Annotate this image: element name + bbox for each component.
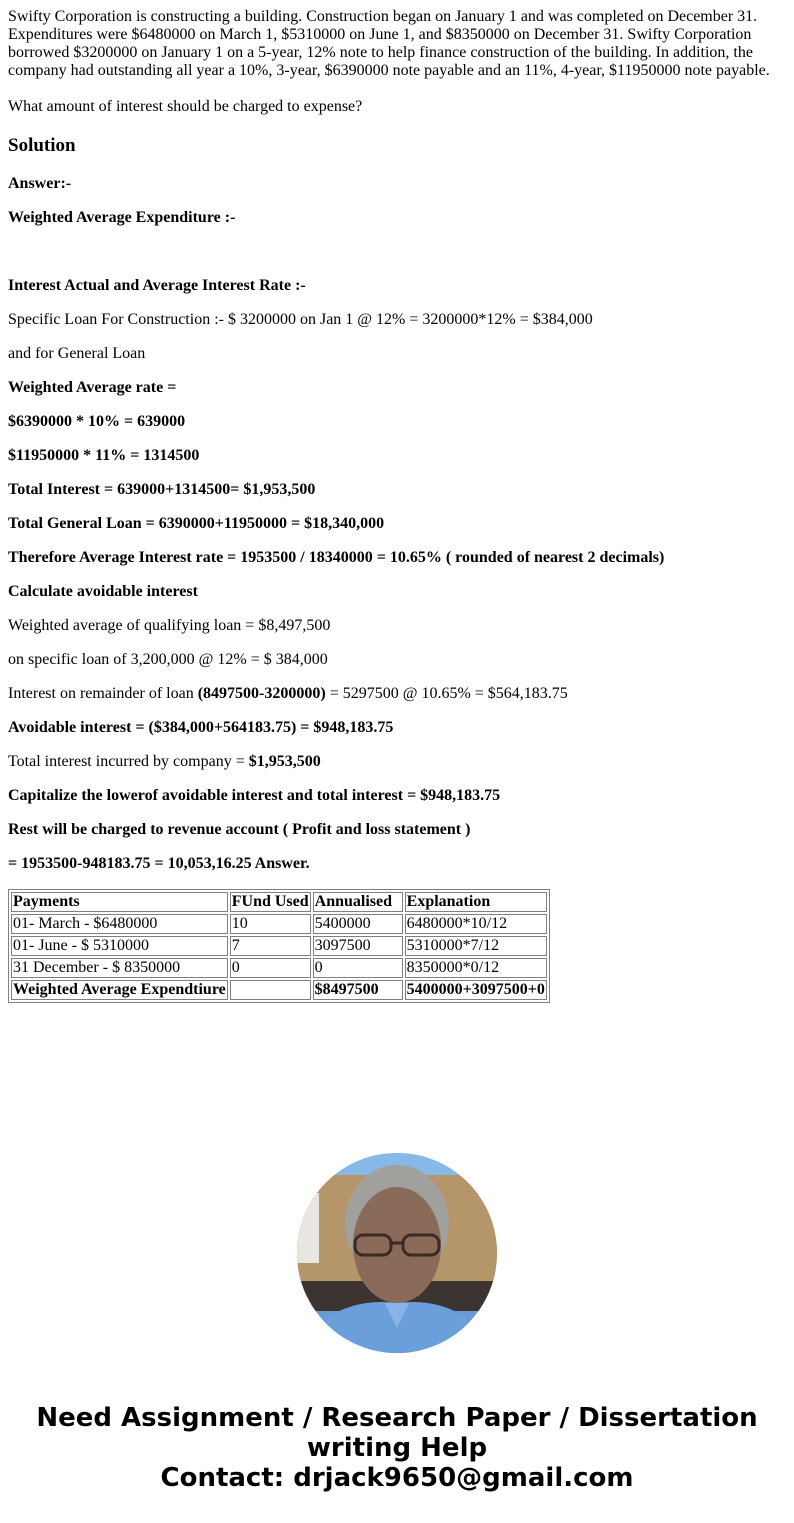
table-cell: 5400000 (313, 914, 403, 934)
author-avatar (297, 1153, 497, 1353)
solution-heading: Solution (8, 135, 76, 156)
remainder-bold: (8497500-3200000) (197, 685, 326, 702)
specific-loan-line: Specific Loan For Construction :- $ 3200000 on Jan 1 @ 12% = 3200000*12% = $384,000 (8, 311, 593, 328)
table-row (11, 936, 547, 956)
table-cell: 31 December - $ 8350000 (11, 958, 228, 978)
table-header-cell: Annualised (313, 892, 403, 912)
remainder-suffix: = 5297500 @ 10.65% = $564,183.75 (325, 685, 568, 702)
total-general-loan-line: Total General Loan = 6390000+11950000 = $18,340,000 (8, 515, 385, 532)
promo-line-1: Need Assignment / Research Paper / Dissertation (36, 1403, 758, 1433)
question-prompt: What amount of interest should be charged to expense? (8, 98, 363, 115)
weighted-qualifying-line: Weighted average of qualifying loan = $8,497,500 (8, 617, 331, 634)
table-cell: 7 (230, 936, 311, 956)
table-cell: 01- June - $ 5310000 (11, 936, 228, 956)
promo-footer (0, 1403, 794, 1493)
table-cell: 5400000+3097500+0 (406, 981, 545, 998)
final-answer-line: = 1953500-948183.75 = 10,053,16.25 Answer. (8, 855, 310, 872)
question-text: Swifty Corporation is constructing a building. Construction began on January 1 and was completed on December 31. Expenditures were $6480000 on March 1, $5310000 on June 1, and $8350000 on December 31. Swifty Corporation borrowed $3200000 on January 1 on a 5-year, 12% note to help finance construction of the building. In addition, the company had outstanding all year a 10%, 3-year, $6390000 note payable and an 11%, 4-year, $11950000 note payable. (8, 8, 770, 79)
table-header-cell: Payments (11, 892, 228, 912)
total-incurred-line (8, 753, 321, 771)
capitalize-line: Capitalize the lowerof avoidable interest and total interest = $948,183.75 (8, 787, 501, 804)
table-cell: 01- March - $6480000 (11, 914, 228, 934)
table-cell: $8497500 (313, 980, 403, 1000)
avoidable-interest-line: Avoidable interest = ($384,000+564183.75) = $948,183.75 (8, 719, 394, 736)
table-row (11, 914, 547, 934)
expenditure-table (8, 889, 550, 1003)
table-header-row (11, 892, 547, 912)
table-row (11, 958, 547, 978)
promo-line-2: writing Help (306, 1433, 488, 1463)
wae-heading: Weighted Average Expenditure :- (8, 209, 236, 226)
promo-contact: Contact: drjack9650@gmail.com (160, 1463, 634, 1493)
specific-interest-line: on specific loan of 3,200,000 @ 12% = $ 384,000 (8, 651, 328, 668)
weighted-rate-label: Weighted Average rate = (8, 379, 177, 396)
remainder-interest-line (8, 685, 568, 703)
general-loan-line: and for General Loan (8, 345, 146, 362)
calc-line-2: $11950000 * 11% = 1314500 (8, 447, 200, 464)
average-rate-line: Therefore Average Interest rate = 1953500 / 18340000 = 10.65% ( rounded of nearest 2 decimals) (8, 549, 665, 566)
table-cell: 0 (313, 958, 403, 978)
total-incurred-value: $1,953,500 (248, 753, 321, 770)
table-cell: 10 (230, 914, 311, 934)
table-header-cell: Explanation (405, 892, 547, 912)
table-cell: 8350000*0/12 (405, 958, 547, 978)
total-incurred-prefix: Total interest incurred by company = (8, 753, 249, 770)
table-cell: 0 (230, 958, 311, 978)
rest-line: Rest will be charged to revenue account ( Profit and loss statement ) (8, 821, 471, 838)
portrait-photo-icon (297, 1153, 497, 1353)
interest-heading: Interest Actual and Average Interest Rate :- (8, 277, 306, 294)
table-cell: 5310000*7/12 (405, 936, 547, 956)
table-total-row (11, 980, 547, 1000)
calc-avoidable-heading: Calculate avoidable interest (8, 583, 198, 600)
total-interest-line: Total Interest = 639000+1314500= $1,953,500 (8, 481, 316, 498)
table-cell: 6480000*10/12 (405, 914, 547, 934)
table-cell: Weighted Average Expendtiure (13, 981, 226, 998)
table-cell (230, 980, 311, 1000)
remainder-prefix: Interest on remainder of loan (8, 685, 198, 702)
answer-label: Answer:- (8, 175, 72, 192)
table-header-cell: FUnd Used (231, 893, 309, 910)
table-cell: 3097500 (313, 936, 403, 956)
calc-line-1: $6390000 * 10% = 639000 (8, 413, 186, 430)
